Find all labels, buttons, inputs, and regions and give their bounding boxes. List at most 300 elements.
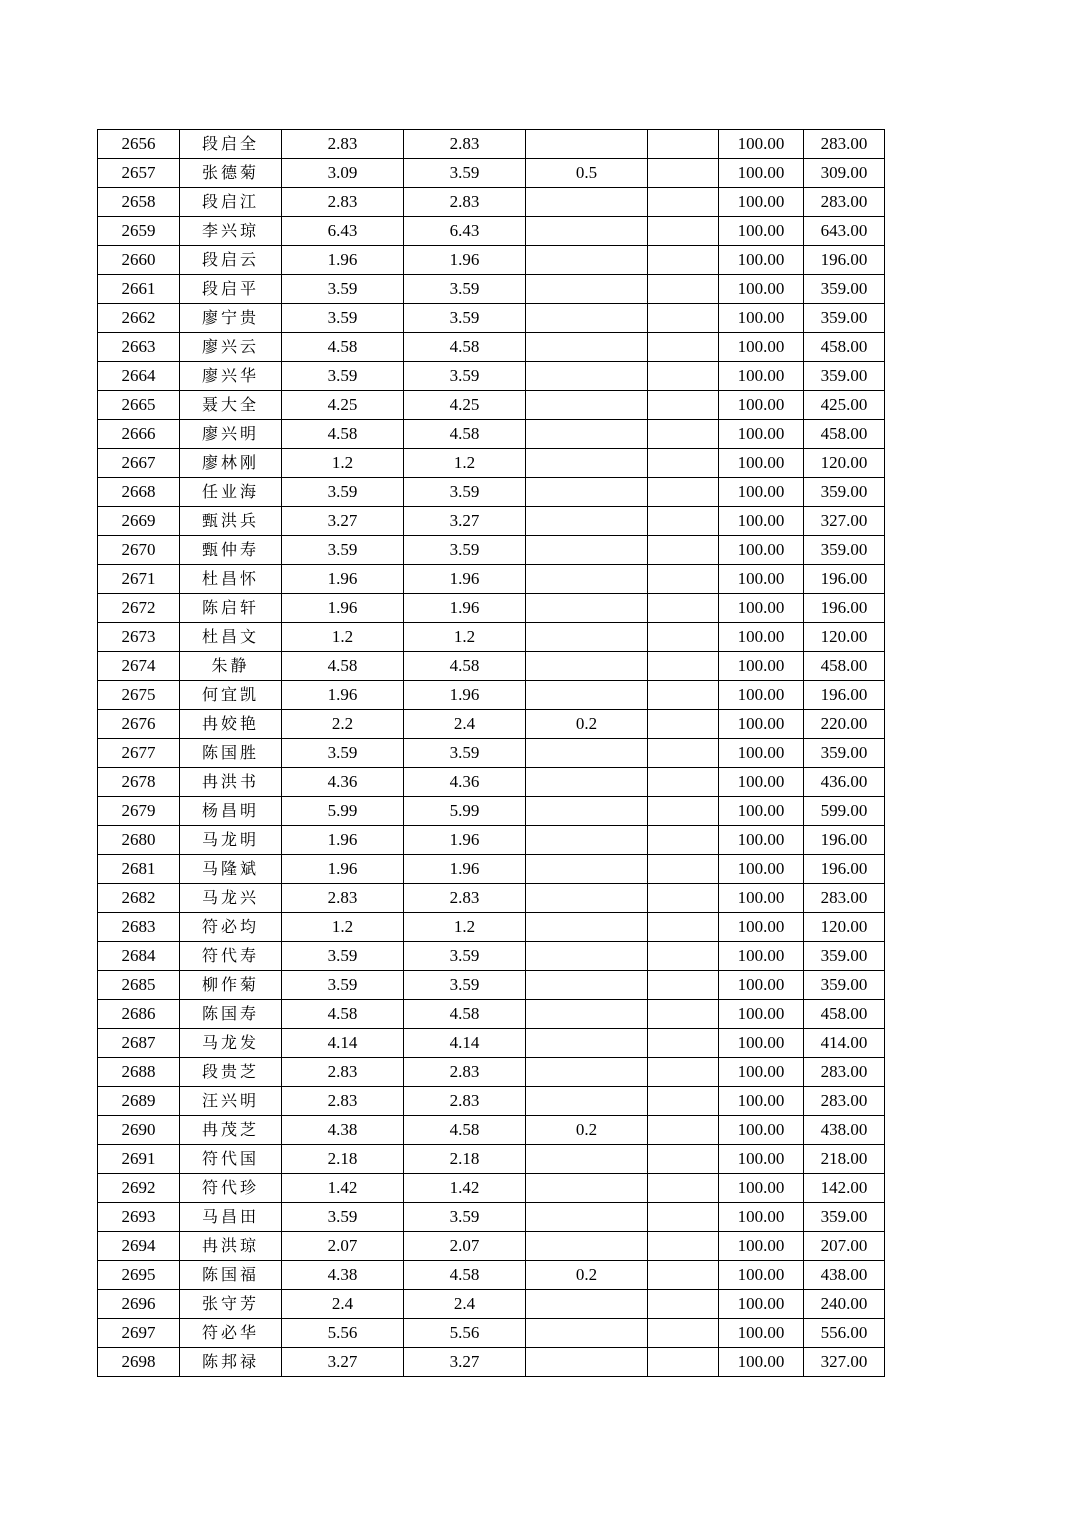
amount-cell: 283.00 [804,130,885,159]
blank-cell [648,217,719,246]
amount-cell: 458.00 [804,1000,885,1029]
diff-cell [526,130,648,159]
id-cell: 2691 [98,1145,180,1174]
blank-cell [648,420,719,449]
blank-cell [648,1145,719,1174]
table-row [98,304,885,333]
rate-cell: 100.00 [719,681,804,710]
rate-cell: 100.00 [719,942,804,971]
blank-cell [648,246,719,275]
amount-cell: 599.00 [804,797,885,826]
blank-cell [648,362,719,391]
diff-cell [526,623,648,652]
table-row [98,1319,885,1348]
table-row [98,333,885,362]
table-row [98,246,885,275]
diff-cell [526,188,648,217]
blank-cell [648,275,719,304]
value-b-cell: 1.2 [404,449,526,478]
table-row [98,507,885,536]
name-cell: 冉洪琼 [180,1232,282,1261]
amount-cell: 196.00 [804,565,885,594]
diff-cell [526,884,648,913]
blank-cell [648,1319,719,1348]
id-cell: 2656 [98,130,180,159]
value-b-cell: 1.96 [404,826,526,855]
diff-cell: 0.2 [526,1261,648,1290]
name-cell: 段启云 [180,246,282,275]
diff-cell [526,1000,648,1029]
name-cell: 廖兴云 [180,333,282,362]
name-cell: 符必华 [180,1319,282,1348]
value-a-cell: 1.96 [282,565,404,594]
value-b-cell: 2.4 [404,710,526,739]
id-cell: 2667 [98,449,180,478]
amount-cell: 438.00 [804,1116,885,1145]
name-cell: 廖兴明 [180,420,282,449]
table-row [98,913,885,942]
amount-cell: 309.00 [804,159,885,188]
value-a-cell: 3.09 [282,159,404,188]
rate-cell: 100.00 [719,826,804,855]
table-row [98,1145,885,1174]
rate-cell: 100.00 [719,1116,804,1145]
name-cell: 汪兴明 [180,1087,282,1116]
blank-cell [648,1058,719,1087]
id-cell: 2658 [98,188,180,217]
id-cell: 2671 [98,565,180,594]
name-cell: 任业海 [180,478,282,507]
table-row [98,449,885,478]
name-cell: 马龙明 [180,826,282,855]
diff-cell [526,1348,648,1377]
name-cell: 何宜凯 [180,681,282,710]
value-b-cell: 1.96 [404,855,526,884]
name-cell: 符必均 [180,913,282,942]
id-cell: 2662 [98,304,180,333]
name-cell: 段启平 [180,275,282,304]
rate-cell: 100.00 [719,362,804,391]
diff-cell [526,594,648,623]
name-cell: 张守芳 [180,1290,282,1319]
rate-cell: 100.00 [719,333,804,362]
amount-cell: 283.00 [804,884,885,913]
name-cell: 廖林刚 [180,449,282,478]
diff-cell [526,797,648,826]
name-cell: 李兴琼 [180,217,282,246]
diff-cell [526,826,648,855]
name-cell: 甄仲寿 [180,536,282,565]
blank-cell [648,1290,719,1319]
table-row [98,1174,885,1203]
value-b-cell: 3.59 [404,478,526,507]
name-cell: 段贵芝 [180,1058,282,1087]
table-row [98,710,885,739]
rate-cell: 100.00 [719,159,804,188]
value-b-cell: 4.58 [404,420,526,449]
rate-cell: 100.00 [719,1145,804,1174]
id-cell: 2698 [98,1348,180,1377]
rate-cell: 100.00 [719,797,804,826]
value-a-cell: 2.83 [282,1087,404,1116]
value-a-cell: 3.27 [282,507,404,536]
amount-cell: 359.00 [804,275,885,304]
table-row [98,1348,885,1377]
diff-cell [526,1203,648,1232]
diff-cell [526,1029,648,1058]
blank-cell [648,1174,719,1203]
rate-cell: 100.00 [719,971,804,1000]
value-a-cell: 1.96 [282,826,404,855]
table-row [98,391,885,420]
id-cell: 2657 [98,159,180,188]
value-a-cell: 1.96 [282,246,404,275]
blank-cell [648,710,719,739]
value-a-cell: 4.58 [282,420,404,449]
value-a-cell: 3.59 [282,478,404,507]
amount-cell: 458.00 [804,652,885,681]
name-cell: 段启江 [180,188,282,217]
value-b-cell: 4.36 [404,768,526,797]
amount-cell: 359.00 [804,971,885,1000]
diff-cell [526,565,648,594]
value-b-cell: 1.96 [404,565,526,594]
diff-cell [526,362,648,391]
amount-cell: 120.00 [804,623,885,652]
amount-cell: 220.00 [804,710,885,739]
amount-cell: 359.00 [804,304,885,333]
id-cell: 2676 [98,710,180,739]
id-cell: 2677 [98,739,180,768]
diff-cell [526,449,648,478]
table-body [98,130,885,1377]
value-a-cell: 2.83 [282,1058,404,1087]
diff-cell [526,1087,648,1116]
table-row [98,536,885,565]
diff-cell [526,942,648,971]
name-cell: 陈启轩 [180,594,282,623]
blank-cell [648,739,719,768]
rate-cell: 100.00 [719,1087,804,1116]
diff-cell [526,1058,648,1087]
blank-cell [648,942,719,971]
id-cell: 2688 [98,1058,180,1087]
diff-cell [526,536,648,565]
diff-cell [526,420,648,449]
rate-cell: 100.00 [719,391,804,420]
id-cell: 2680 [98,826,180,855]
table-row [98,1000,885,1029]
id-cell: 2659 [98,217,180,246]
table-row [98,942,885,971]
value-a-cell: 3.59 [282,942,404,971]
blank-cell [648,623,719,652]
value-b-cell: 4.25 [404,391,526,420]
value-a-cell: 1.96 [282,855,404,884]
blank-cell [648,652,719,681]
blank-cell [648,391,719,420]
value-a-cell: 3.59 [282,275,404,304]
value-a-cell: 2.83 [282,130,404,159]
value-a-cell: 2.18 [282,1145,404,1174]
amount-cell: 359.00 [804,536,885,565]
value-b-cell: 1.2 [404,913,526,942]
blank-cell [648,768,719,797]
id-cell: 2693 [98,1203,180,1232]
diff-cell [526,1232,648,1261]
value-b-cell: 5.56 [404,1319,526,1348]
table-row [98,1290,885,1319]
id-cell: 2672 [98,594,180,623]
diff-cell [526,1145,648,1174]
diff-cell [526,217,648,246]
blank-cell [648,913,719,942]
table-row [98,130,885,159]
value-a-cell: 5.56 [282,1319,404,1348]
value-b-cell: 2.83 [404,884,526,913]
id-cell: 2663 [98,333,180,362]
amount-cell: 359.00 [804,739,885,768]
id-cell: 2661 [98,275,180,304]
name-cell: 马龙发 [180,1029,282,1058]
amount-cell: 142.00 [804,1174,885,1203]
name-cell: 冉洪书 [180,768,282,797]
table-row [98,1203,885,1232]
table-row [98,275,885,304]
name-cell: 杜昌文 [180,623,282,652]
value-a-cell: 6.43 [282,217,404,246]
table-row [98,565,885,594]
value-b-cell: 3.59 [404,275,526,304]
blank-cell [648,1000,719,1029]
diff-cell [526,507,648,536]
rate-cell: 100.00 [719,1232,804,1261]
id-cell: 2683 [98,913,180,942]
table-row [98,971,885,1000]
rate-cell: 100.00 [719,623,804,652]
diff-cell [526,275,648,304]
amount-cell: 283.00 [804,1058,885,1087]
rate-cell: 100.00 [719,1029,804,1058]
rate-cell: 100.00 [719,188,804,217]
name-cell: 杨昌明 [180,797,282,826]
value-a-cell: 2.83 [282,884,404,913]
table-row [98,1029,885,1058]
value-b-cell: 3.27 [404,507,526,536]
value-a-cell: 4.58 [282,333,404,362]
value-b-cell: 3.59 [404,159,526,188]
diff-cell [526,1319,648,1348]
value-b-cell: 2.83 [404,1087,526,1116]
id-cell: 2694 [98,1232,180,1261]
value-a-cell: 3.59 [282,739,404,768]
rate-cell: 100.00 [719,217,804,246]
value-b-cell: 1.96 [404,681,526,710]
rate-cell: 100.00 [719,1058,804,1087]
value-b-cell: 5.99 [404,797,526,826]
value-b-cell: 3.59 [404,739,526,768]
value-a-cell: 1.42 [282,1174,404,1203]
name-cell: 段启全 [180,130,282,159]
name-cell: 张德菊 [180,159,282,188]
value-b-cell: 4.14 [404,1029,526,1058]
blank-cell [648,884,719,913]
id-cell: 2696 [98,1290,180,1319]
id-cell: 2669 [98,507,180,536]
diff-cell [526,1174,648,1203]
value-b-cell: 3.59 [404,536,526,565]
table-row [98,217,885,246]
value-b-cell: 6.43 [404,217,526,246]
rate-cell: 100.00 [719,1203,804,1232]
value-a-cell: 4.38 [282,1261,404,1290]
diff-cell [526,652,648,681]
value-a-cell: 2.2 [282,710,404,739]
value-a-cell: 2.4 [282,1290,404,1319]
rate-cell: 100.00 [719,1174,804,1203]
amount-cell: 556.00 [804,1319,885,1348]
table-row [98,739,885,768]
amount-cell: 196.00 [804,594,885,623]
name-cell: 甄洪兵 [180,507,282,536]
table-row [98,478,885,507]
blank-cell [648,130,719,159]
table-row [98,1087,885,1116]
rate-cell: 100.00 [719,884,804,913]
value-b-cell: 4.58 [404,1261,526,1290]
rate-cell: 100.00 [719,246,804,275]
table-row [98,855,885,884]
rate-cell: 100.00 [719,913,804,942]
name-cell: 陈国寿 [180,1000,282,1029]
blank-cell [648,1116,719,1145]
value-a-cell: 4.36 [282,768,404,797]
table-row [98,826,885,855]
name-cell: 冉姣艳 [180,710,282,739]
amount-cell: 196.00 [804,681,885,710]
rate-cell: 100.00 [719,536,804,565]
blank-cell [648,971,719,1000]
id-cell: 2670 [98,536,180,565]
rate-cell: 100.00 [719,1000,804,1029]
rate-cell: 100.00 [719,130,804,159]
rate-cell: 100.00 [719,420,804,449]
value-b-cell: 3.59 [404,304,526,333]
blank-cell [648,449,719,478]
value-a-cell: 4.58 [282,652,404,681]
name-cell: 符代国 [180,1145,282,1174]
value-b-cell: 2.83 [404,130,526,159]
value-a-cell: 4.38 [282,1116,404,1145]
value-a-cell: 4.58 [282,1000,404,1029]
diff-cell [526,246,648,275]
value-a-cell: 1.96 [282,681,404,710]
blank-cell [648,159,719,188]
amount-cell: 218.00 [804,1145,885,1174]
amount-cell: 425.00 [804,391,885,420]
amount-cell: 359.00 [804,942,885,971]
amount-cell: 458.00 [804,333,885,362]
value-b-cell: 2.4 [404,1290,526,1319]
value-a-cell: 1.2 [282,913,404,942]
table-row [98,797,885,826]
table-row [98,420,885,449]
id-cell: 2682 [98,884,180,913]
value-a-cell: 3.59 [282,971,404,1000]
diff-cell [526,681,648,710]
amount-cell: 438.00 [804,1261,885,1290]
id-cell: 2660 [98,246,180,275]
value-b-cell: 4.58 [404,333,526,362]
value-a-cell: 2.07 [282,1232,404,1261]
amount-cell: 196.00 [804,826,885,855]
diff-cell [526,739,648,768]
id-cell: 2681 [98,855,180,884]
value-a-cell: 3.59 [282,362,404,391]
rate-cell: 100.00 [719,768,804,797]
value-a-cell: 3.59 [282,536,404,565]
table-row [98,1116,885,1145]
value-b-cell: 1.96 [404,594,526,623]
blank-cell [648,1203,719,1232]
id-cell: 2668 [98,478,180,507]
amount-cell: 283.00 [804,1087,885,1116]
diff-cell [526,304,648,333]
amount-cell: 196.00 [804,246,885,275]
name-cell: 聂大全 [180,391,282,420]
diff-cell [526,391,648,420]
id-cell: 2673 [98,623,180,652]
blank-cell [648,333,719,362]
rate-cell: 100.00 [719,594,804,623]
name-cell: 朱静 [180,652,282,681]
id-cell: 2674 [98,652,180,681]
blank-cell [648,594,719,623]
rate-cell: 100.00 [719,1319,804,1348]
blank-cell [648,536,719,565]
value-b-cell: 1.42 [404,1174,526,1203]
id-cell: 2690 [98,1116,180,1145]
amount-cell: 207.00 [804,1232,885,1261]
blank-cell [648,565,719,594]
amount-cell: 643.00 [804,217,885,246]
diff-cell: 0.2 [526,710,648,739]
rate-cell: 100.00 [719,855,804,884]
blank-cell [648,797,719,826]
diff-cell [526,855,648,884]
amount-cell: 436.00 [804,768,885,797]
blank-cell [648,1261,719,1290]
id-cell: 2664 [98,362,180,391]
diff-cell [526,971,648,1000]
amount-cell: 359.00 [804,1203,885,1232]
blank-cell [648,1348,719,1377]
value-a-cell: 1.96 [282,594,404,623]
blank-cell [648,507,719,536]
id-cell: 2678 [98,768,180,797]
value-a-cell: 4.14 [282,1029,404,1058]
name-cell: 柳作菊 [180,971,282,1000]
value-a-cell: 3.59 [282,1203,404,1232]
name-cell: 廖宁贵 [180,304,282,333]
value-b-cell: 3.59 [404,1203,526,1232]
value-b-cell: 4.58 [404,652,526,681]
diff-cell [526,913,648,942]
value-a-cell: 3.27 [282,1348,404,1377]
blank-cell [648,1232,719,1261]
diff-cell [526,1290,648,1319]
diff-cell: 0.2 [526,1116,648,1145]
